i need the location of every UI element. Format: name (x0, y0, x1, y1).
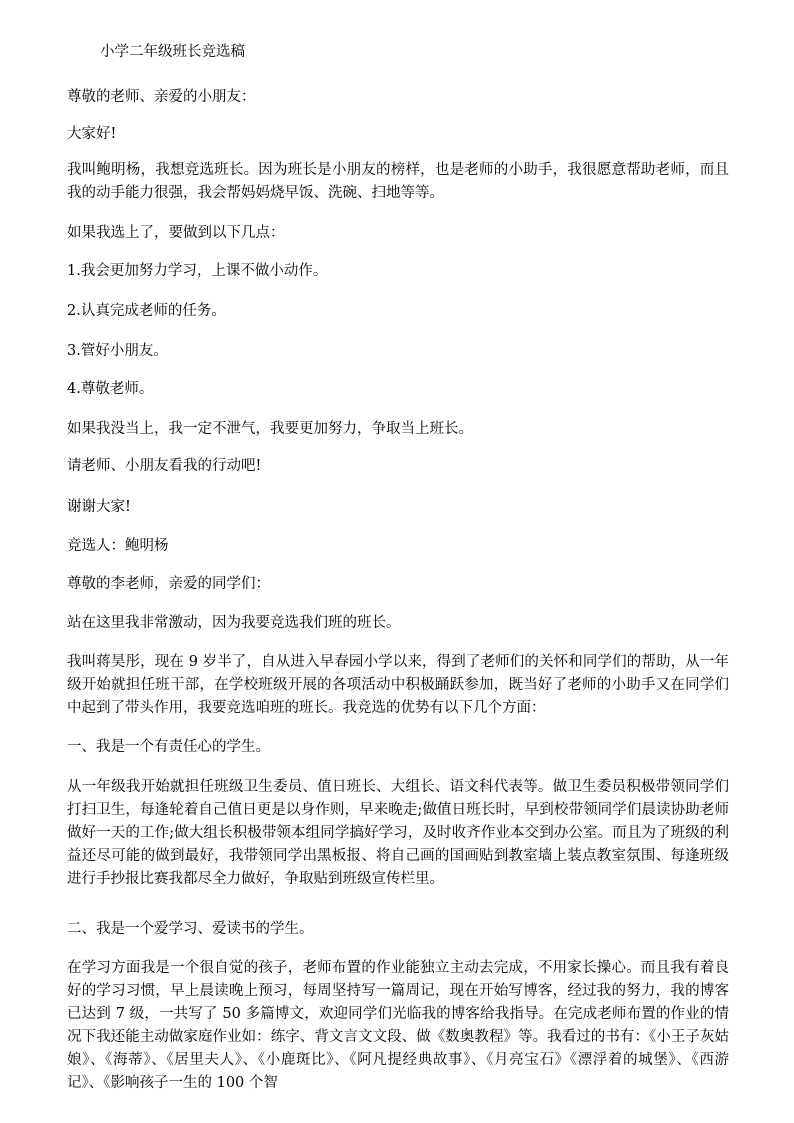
section-heading-2: 二、我是一个爱学习、爱读书的学生。 (67, 921, 314, 937)
paragraph-hello: 大家好! (67, 126, 117, 142)
section-heading-1: 一、我是一个有责任心的学生。 (67, 739, 270, 755)
list-item-3: 3.管好小朋友。 (67, 343, 168, 359)
paragraph-intro-2: 我叫蒋昊彤，现在 9 岁半了，自从进入早春园小学以来，得到了老师们的关怀和同学们的帮助，从一年级开始就担任班干部，在学校班级开展的各项活动中积极踊跃参加，既当好了老师的小助手又在同学们中起到了带头作用，我要竞选咱班的班长。我竞选的优势有以下几个方面： (67, 654, 729, 716)
paragraph-greeting-1: 尊敬的老师、亲爱的小朋友： (67, 89, 256, 105)
document-title: 小学二年级班长竞选稿 (100, 44, 245, 60)
paragraph-greeting-2: 尊敬的李老师，亲爱的同学们： (67, 576, 270, 592)
paragraph-watch: 请老师、小朋友看我的行动吧! (67, 458, 262, 474)
paragraph-candidate: 竞选人：鲍明杨 (67, 538, 169, 554)
paragraph-thanks: 谢谢大家! (67, 499, 131, 515)
paragraph-responsibility: 从一年级我开始就担任班级卫生委员、值日班长、大组长、语文科代表等。做卫生委员积极带领同学们打扫卫生，每逢轮着自己值日更是以身作则，早来晚走;做值日班长时，早到校带领同学们晨读协助老师做好一天的工作;做大组长积极带领本组同学搞好学习，及时收齐作业本交到办公室。而且为了班级的利益还尽可能的做到最好，我带领同学出黑板报、将自己画的国画贴到教室墙上装点教室氛围、每逢班级进行手抄报比赛我都尽全力做好，争取贴到班级宣传栏里。 (67, 779, 729, 887)
paragraph-not-elected: 如果我没当上，我一定不泄气，我要更加努力，争取当上班长。 (67, 421, 473, 437)
paragraph-points-heading: 如果我选上了，要做到以下几点： (67, 225, 285, 241)
paragraph-study: 在学习方面我是一个很自觉的孩子，老师布置的作业能独立主动去完成，不用家长操心。而且我有着良好的学习习惯，早上晨读晚上预习，每周坚持写一篇周记，现在开始写博客，经过我的努力，我的博客已达到 7 级，一共写了 50 多篇博文，欢迎同学们光临我的博客给我指导。在完成老师布置的作业的情况下我还能主动做家庭作业如：练字、背文言文文段、做《数奥教程》等。我看过的书有：《小王子灰姑娘》、《海蒂》、《居里夫人》、《小鹿斑比》、《阿凡提经典故事》、《月亮宝石》《漂浮着的城堡》、《西游记》、《影响孩子一生的 100 个智 (67, 960, 729, 1091)
paragraph-intro-1: 我叫鲍明杨，我想竞选班长。因为班长是小朋友的榜样，也是老师的小助手，我很愿意帮助老师，而且我的动手能力很强，我会帮妈妈烧早饭、洗碗、扫地等等。 (67, 162, 729, 201)
paragraph-excited: 站在这里我非常激动，因为我要竞选我们班的班长。 (67, 615, 401, 631)
list-item-1: 1.我会更加努力学习，上课不做小动作。 (67, 263, 328, 279)
list-item-2: 2.认真完成老师的任务。 (67, 303, 226, 319)
list-item-4: 4.尊敬老师。 (67, 381, 154, 397)
